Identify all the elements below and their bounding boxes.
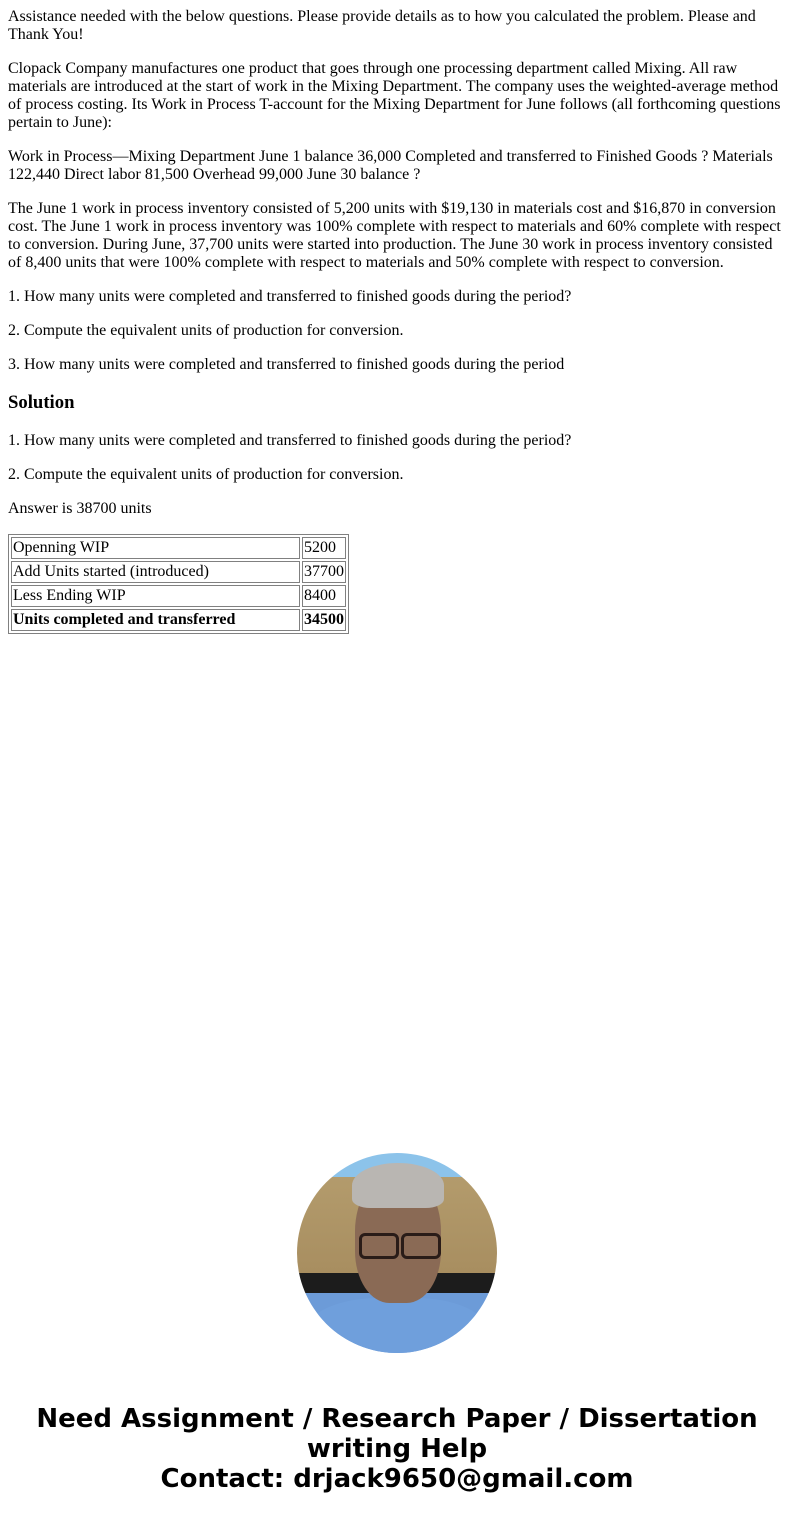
question-3: 3. How many units were completed and transferred to finished goods during the period xyxy=(8,356,565,373)
units-table xyxy=(8,534,349,634)
solution-heading: Solution xyxy=(8,392,75,413)
table-row xyxy=(11,537,346,559)
table-cell-label: Openning WIP xyxy=(11,537,300,559)
table-cell-value: 8400 xyxy=(302,585,346,607)
photo-shirt xyxy=(307,1298,487,1353)
solution-question-1: 1. How many units were completed and transferred to finished goods during the period? xyxy=(8,432,572,449)
question-intro: Assistance needed with the below questions. Please provide details as to how you calculated the problem. Please and Thank You! xyxy=(8,8,756,43)
table-row-total xyxy=(11,609,346,631)
table-cell-label: Less Ending WIP xyxy=(11,585,300,607)
table-cell-value: 5200 xyxy=(302,537,346,559)
contact-email: Contact: drjack9650@gmail.com xyxy=(160,1464,634,1494)
table-row xyxy=(11,585,346,607)
table-cell-label: Add Units started (introduced) xyxy=(11,561,300,583)
table-row xyxy=(11,561,346,583)
banner-line: Need Assignment / Research Paper / Dissertation xyxy=(36,1404,758,1434)
photo-glasses xyxy=(359,1233,439,1255)
photo-hair xyxy=(352,1163,444,1208)
question-paragraph: The June 1 work in process inventory consisted of 5,200 units with $19,130 in materials cost and $16,870 in conversion cost. The June 1 work in process inventory was 100% complete with respect to materials and 60% complete with respect to conversion. During June, 37,700 units were started into production. The June 30 work in process inventory consisted of 8,400 units that were 100% complete with respect to materials and 50% complete with respect to conversion. xyxy=(8,200,781,271)
question-2: 2. Compute the equivalent units of production for conversion. xyxy=(8,322,404,339)
question-paragraph: Clopack Company manufactures one product that goes through one processing department called Mixing. All raw materials are introduced at the start of work in the Mixing Department. The company uses the weighted-average method of process costing. Its Work in Process T-account for the Mixing Department for June follows (all forthcoming questions pertain to June): xyxy=(8,60,781,131)
author-photo xyxy=(297,1153,497,1353)
solution-answer: Answer is 38700 units xyxy=(8,500,152,517)
table-cell-value: 37700 xyxy=(302,561,346,583)
t-account-paragraph: Work in Process—Mixing Department June 1 balance 36,000 Completed and transferred to Finished Goods ? Materials 122,440 Direct labor 81,500 Overhead 99,000 June 30 balance ? xyxy=(8,148,773,183)
table-cell-value: 34500 xyxy=(302,609,346,631)
solution-question-2: 2. Compute the equivalent units of production for conversion. xyxy=(8,466,404,483)
question-1: 1. How many units were completed and transferred to finished goods during the period? xyxy=(8,288,572,305)
contact-banner xyxy=(0,1404,794,1494)
table-cell-label: Units completed and transferred xyxy=(11,609,300,631)
document-body xyxy=(0,0,794,634)
banner-line: writing Help xyxy=(306,1434,488,1464)
